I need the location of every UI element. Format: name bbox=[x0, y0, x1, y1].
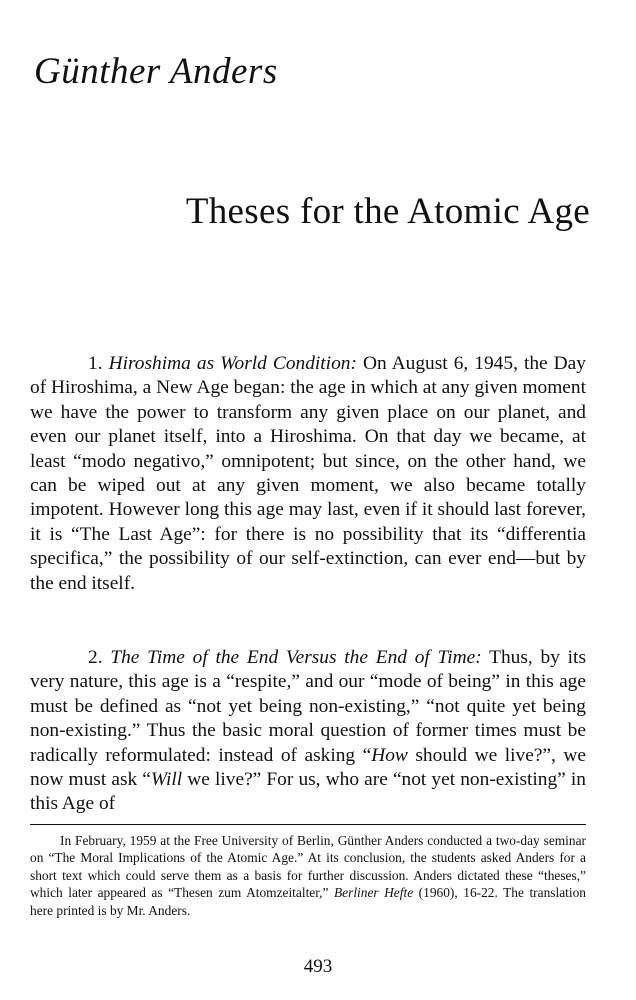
thesis-1 bbox=[30, 352, 586, 596]
emphasis-will: Will bbox=[150, 769, 183, 791]
journal-title: Berliner Hefte bbox=[333, 885, 414, 901]
thesis-body: On August 6, 1945, the Day of Hiroshima, a New Age began: the age in which at any given moment we have the power to transform any given place on our planet, and even our planet itself, into a Hiroshima. On that day we became, at least “modo negativo,” omnipotent; but since, on the other hand, we can be wiped out at any given moment, we also became totally impotent. However long this age may last, even if it should last forever, it is “The Last Age”: for there is no possibility that its “differentia specifica,” the possibility of our self-extinction, can ever end—but by the end itself. bbox=[30, 353, 586, 594]
thesis-body-part: we live?” For us, who are “not yet non-existing” in this Age of bbox=[30, 769, 586, 815]
footnote-text: In February, 1959 at the Free University of Berlin, Günther Anders conducted a two-day seminar on “The Moral Implications of the Atomic Age.” At its conclusion, the students asked Anders for a short text which could serve them as a basis for further discussion. Anders dictated these “theses,” which later appeared as “Thesen zum Atomzeitalter,” bbox=[30, 833, 586, 901]
thesis-body-part: should we live?”, we now must ask “ bbox=[30, 744, 586, 791]
footnote bbox=[30, 832, 586, 919]
thesis-heading: Hiroshima as World Condition: bbox=[108, 353, 357, 374]
emphasis-how: How bbox=[371, 744, 408, 766]
thesis-body-part: Thus, by its very nature, this age is a “respite,” and our “mode of being” in this age must be defined as “not yet being non-existing,” “not quite yet being non-existing.” Thus the basic moral question of former times must be radically reformulated: instead of asking “ bbox=[30, 647, 586, 766]
thesis-heading: The Time of the End Versus the End of Time: bbox=[110, 647, 482, 668]
article-title: Theses for the Atomic Age bbox=[185, 191, 590, 232]
footnote-text: (1960), 16-22. The translation here printed is by Mr. Anders. bbox=[30, 885, 586, 918]
page-number: 493 bbox=[303, 956, 333, 977]
thesis-number: 1. bbox=[88, 353, 103, 374]
author-name: Günther Anders bbox=[34, 51, 278, 92]
thesis-number: 2. bbox=[88, 647, 103, 668]
footnote-divider bbox=[30, 824, 586, 825]
thesis-2 bbox=[30, 646, 586, 817]
